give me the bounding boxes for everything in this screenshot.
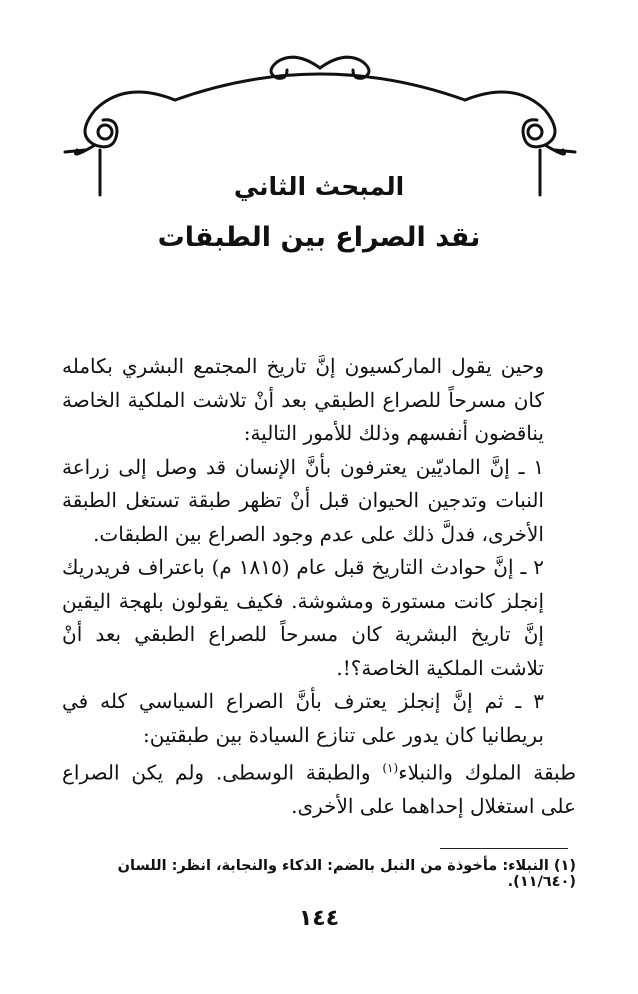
footnote-marker: (١) xyxy=(382,761,399,775)
body-text xyxy=(62,350,576,824)
footnote xyxy=(62,858,576,890)
footnote-text: النبلاء: مأخوذة من النبل بالضم: الذكاء والنجابة، انظر: اللسان (١١/٦٤٠). xyxy=(117,858,576,890)
section-title: المبحث الثاني xyxy=(233,172,405,201)
page-number: ١٤٤ xyxy=(298,906,340,931)
intro-paragraph: وحين يقول الماركسيون إنَّ تاريخ المجتمع البشري بكامله كان مسرحاً للصراع الطبقي بعد أنْ تلاشت الملكية الخاصة يناقضون أنفسهم وذلك للأمور التالية: xyxy=(62,354,544,445)
footnote-divider xyxy=(440,848,568,849)
classes-paragraph xyxy=(62,752,576,824)
point-1: ١ ـ إنَّ الماديّين يعترفون بأنَّ الإنسان قد وصل إلى زراعة النبات وتدجين الحيوان قبل أنْ تظهر طبقة تستغل الطبقة الأخرى، فدلَّ ذلك على عدم وجود الصراع بين الطبقات. xyxy=(62,454,544,546)
point-2: ٢ ـ إنَّ حوادث التاريخ قبل عام (١٨١٥ م) باعتراف فريدريك إنجلز كانت مستورة ومشوشة. فكيف يقولون بلهجة اليقين إنَّ تاريخ البشرية كان مسرحاً للصراع الطبقي بعد أنْ تلاشت الملكية الخاصة؟!. xyxy=(62,555,544,680)
section-subtitle: نقد الصراع بين الطبقات xyxy=(157,222,481,253)
classes-text-after: والطبقة الوسطى. ولم يكن الصراع على استغلال إحداهما على الأخرى. xyxy=(62,760,576,819)
classes-text-before: طبقة الملوك والنبلاء xyxy=(398,760,577,785)
point-3: ٣ ـ ثم إنَّ إنجلز يعترف بأنَّ الصراع السياسي كله في بريطانيا كان يدور على تنازع السيادة بين طبقتين: xyxy=(62,689,544,747)
footnote-number: (١) xyxy=(553,858,576,874)
